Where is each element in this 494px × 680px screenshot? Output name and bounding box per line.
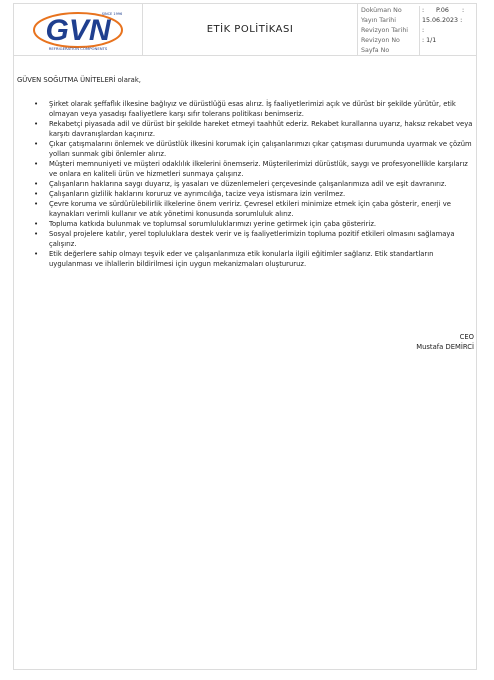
document-header: [14, 4, 476, 56]
list-item-text: Sosyal projelere katılır, yerel topluluklara destek verir ve iş faaliyetlerimizin topluma pozitif etkileri olmasını sağlamaya çalışırız.: [49, 230, 455, 248]
list-item: [17, 249, 475, 269]
list-item: [17, 139, 475, 159]
company-logo: [14, 4, 143, 55]
list-item: [17, 229, 475, 249]
list-item-text: Çıkar çatışmalarını önlemek ve dürüstlük ilkesini korumak için çalışanlarımızı çıkar çatışması durumunda uyarmak ve çözüm yolları sunmak gibi önlemler alırız.: [49, 140, 472, 158]
bullet-icon: •: [34, 160, 39, 168]
list-item: [17, 99, 475, 119]
document-title: ETİK POLİTİKASI: [143, 4, 358, 55]
policy-list: [17, 99, 475, 269]
bullet-icon: •: [34, 200, 39, 208]
list-item: [17, 219, 475, 229]
logo-letters: GVN: [45, 14, 111, 47]
bullet-icon: •: [34, 180, 39, 188]
list-item-text: Çalışanların gizlilik haklarını koruruz ve ayrımcılığa, tacize veya istismara izin verilmez.: [49, 190, 346, 198]
bullet-icon: •: [34, 220, 39, 228]
list-item-text: Topluma katkıda bulunmak ve toplumsal sorumluluklarımızı yerine getirmek için çaba gösteririz.: [49, 220, 377, 228]
list-item-text: Çevre koruma ve sürdürülebilirlik ilkelerine önem veririz. Çevresel etkileri minimize etmek için çaba gösterir, enerji ve kaynakları verimli kullanır ve atık yönetimi konusunda sorumluluk alırız.: [49, 200, 451, 218]
bullet-icon: •: [34, 140, 39, 148]
document-page: [13, 3, 477, 670]
logo-since: SINCE 1996: [101, 12, 123, 16]
policy-body: [17, 76, 475, 269]
list-item: [17, 199, 475, 219]
list-item: [17, 179, 475, 189]
list-item-text: Rekabetçi piyasada adil ve dürüst bir şekilde hareket etmeyi taahhüt ederiz. Rekabet kurallarına uyarız, haksız rekabet veya karşıtı davranışlardan kaçınırız.: [49, 120, 473, 138]
meta-label-rev-date: Revizyon Tarihi: [361, 27, 409, 34]
list-item-text: Müşteri memnuniyeti ve müşteri odaklılık ilkelerini önemseriz. Müşterilerimizi dürüstlük, saygı ve profesyonellikle karşılarız ve onlara en kaliteli ürün ve hizmetleri sunmaya çalışırız.: [49, 160, 468, 178]
bullet-icon: •: [34, 250, 39, 258]
meta-label-doc-no: Doküman No: [361, 7, 402, 14]
list-item: [17, 159, 475, 179]
meta-value-rev-date: :: [422, 27, 425, 34]
meta-value-doc-no: : P.06 :: [422, 7, 465, 14]
bullet-icon: •: [34, 190, 39, 198]
signature-block: [416, 332, 474, 352]
meta-values: [422, 6, 476, 46]
signature-name: Mustafa DEMİRCİ: [416, 343, 474, 351]
bullet-icon: •: [34, 230, 39, 238]
bullet-icon: •: [34, 100, 39, 108]
list-item-text: Şirket olarak şeffaflık ilkesine bağlıyız ve dürüstlüğü esas alırız. İş faaliyetlerimizi açık ve dürüst bir şekilde yürütür, etik olmayan veya yasadışı faaliyetlere karşı sıfır tolerans politikası benimseriz.: [49, 100, 456, 118]
list-item-text: Etik değerlere sahip olmayı teşvik eder ve çalışanlarımıza etik konularla ilgili eğitimler sağlarız. Etik standartların uygulanması ve ihlallerin bildirilmesi için uygun mekanizmaları oluştururuz.: [49, 250, 434, 268]
logo-tagline: REFRIGERATION COMPONENTS: [48, 46, 108, 51]
meta-label-rev-no: Revizyon No: [361, 37, 400, 44]
meta-value-pub-date: 15.06.2023 :: [422, 17, 463, 24]
list-item: [17, 119, 475, 139]
bullet-icon: •: [34, 120, 39, 128]
signature-role: CEO: [459, 333, 474, 341]
meta-label-pub-date: Yayın Tarihi: [361, 17, 397, 24]
meta-value-page: : 1/1: [422, 37, 437, 44]
meta-label-page: Sayfa No: [361, 47, 390, 54]
list-item-text: Çalışanların haklarına saygı duyarız, iş yasaları ve düzenlemeleri çerçevesinde çalışanlarımıza adil ve eşit davranırız.: [49, 180, 447, 188]
logo-graphic: [14, 4, 142, 55]
greeting: GÜVEN SOĞUTMA ÜNİTELERİ olarak,: [17, 76, 141, 84]
list-item: [17, 189, 475, 199]
meta-labels: [358, 6, 420, 55]
